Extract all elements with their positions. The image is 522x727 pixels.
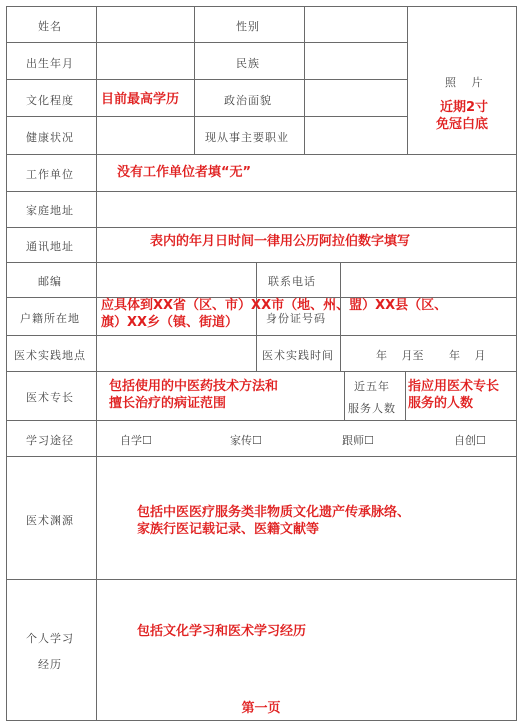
- specialty-note: [109, 378, 278, 412]
- home-address-label: 家庭地址: [26, 204, 74, 217]
- postcode-label: 邮编: [38, 275, 62, 288]
- phone-value-cell[interactable]: [340, 262, 517, 298]
- ethnicity-label: 民族: [236, 57, 260, 70]
- lineage-note-line1: 包括中医医疗服务类非物质文化遗产传承脉络、: [137, 505, 411, 520]
- experience-note: 包括文化学习和医术学习经历: [137, 624, 307, 639]
- practice-place-value-cell[interactable]: [96, 335, 257, 372]
- postcode-value-cell[interactable]: [96, 262, 257, 298]
- birth-label: 出生年月: [26, 57, 74, 70]
- id-label: 身份证号码: [266, 312, 326, 325]
- experience-label-line2: 经历: [38, 658, 62, 671]
- study-option-self[interactable]: 自学☐: [120, 434, 152, 447]
- page-number: 第一页: [241, 701, 281, 716]
- gender-label: 性别: [236, 20, 260, 33]
- workplace-label: 工作单位: [26, 168, 74, 181]
- health-label: 健康状况: [26, 131, 74, 144]
- practice-place-label: 医术实践地点: [14, 349, 86, 362]
- gender-value-cell[interactable]: [304, 6, 408, 43]
- political-value-cell[interactable]: [304, 79, 408, 117]
- practice-time-value: 年 月至 年 月: [376, 349, 486, 362]
- study-option-mentor[interactable]: 跟师☐: [342, 434, 374, 447]
- home-address-value-cell[interactable]: [96, 191, 517, 228]
- practice-time-label: 医术实践时间: [262, 349, 334, 362]
- date-format-note: 表内的年月日时间一律用公历阿拉伯数字填写: [150, 234, 411, 249]
- household-label: 户籍所在地: [20, 312, 80, 325]
- served-note: [408, 378, 499, 412]
- name-label: 姓名: [38, 20, 62, 33]
- specialty-label: 医术专长: [26, 391, 74, 404]
- study-option-family[interactable]: 家传☐: [230, 434, 262, 447]
- phone-label: 联系电话: [268, 275, 316, 288]
- lineage-note: [137, 504, 410, 538]
- household-note-line1: 应具体到XX省（区、市）XX市（地、州、盟）XX县（区、: [101, 298, 448, 313]
- household-note: [101, 297, 447, 331]
- health-value-cell[interactable]: [96, 116, 195, 155]
- lineage-label: 医术渊源: [26, 514, 74, 527]
- photo-note: [436, 99, 488, 133]
- served-note-line2: 服务的人数: [408, 396, 474, 411]
- household-note-line2: 旗）XX乡（镇、街道）: [101, 315, 239, 330]
- ethnicity-value-cell[interactable]: [304, 42, 408, 80]
- lineage-note-line2: 家族行医记载记录、医籍文献等: [137, 522, 320, 537]
- occupation-value-cell[interactable]: [304, 116, 408, 155]
- workplace-note: 没有工作单位者填“无”: [117, 165, 252, 180]
- study-path-label: 学习途径: [26, 434, 74, 447]
- experience-label-line1: 个人学习: [26, 632, 74, 645]
- mail-address-label: 通讯地址: [26, 240, 74, 253]
- education-label: 文化程度: [26, 94, 74, 107]
- photo-label: 照 片: [445, 76, 489, 89]
- specialty-note-line2: 擅长治疗的病证范围: [109, 396, 227, 411]
- photo-note-line2: 免冠白底: [436, 117, 489, 132]
- occupation-label: 现从事主要职业: [205, 131, 289, 144]
- photo-note-line1: 近期2寸: [440, 100, 489, 115]
- education-note: 目前最高学历: [101, 92, 180, 107]
- study-option-original[interactable]: 自创☐: [454, 434, 486, 447]
- specialty-note-line1: 包括使用的中医药技术方法和: [109, 379, 279, 394]
- served-label-line1: 近五年: [354, 380, 390, 393]
- served-label-line2: 服务人数: [348, 402, 396, 415]
- political-label: 政治面貌: [224, 94, 272, 107]
- served-note-line1: 指应用医术专长: [408, 379, 500, 394]
- birth-value-cell[interactable]: [96, 42, 195, 80]
- name-value-cell[interactable]: [96, 6, 195, 43]
